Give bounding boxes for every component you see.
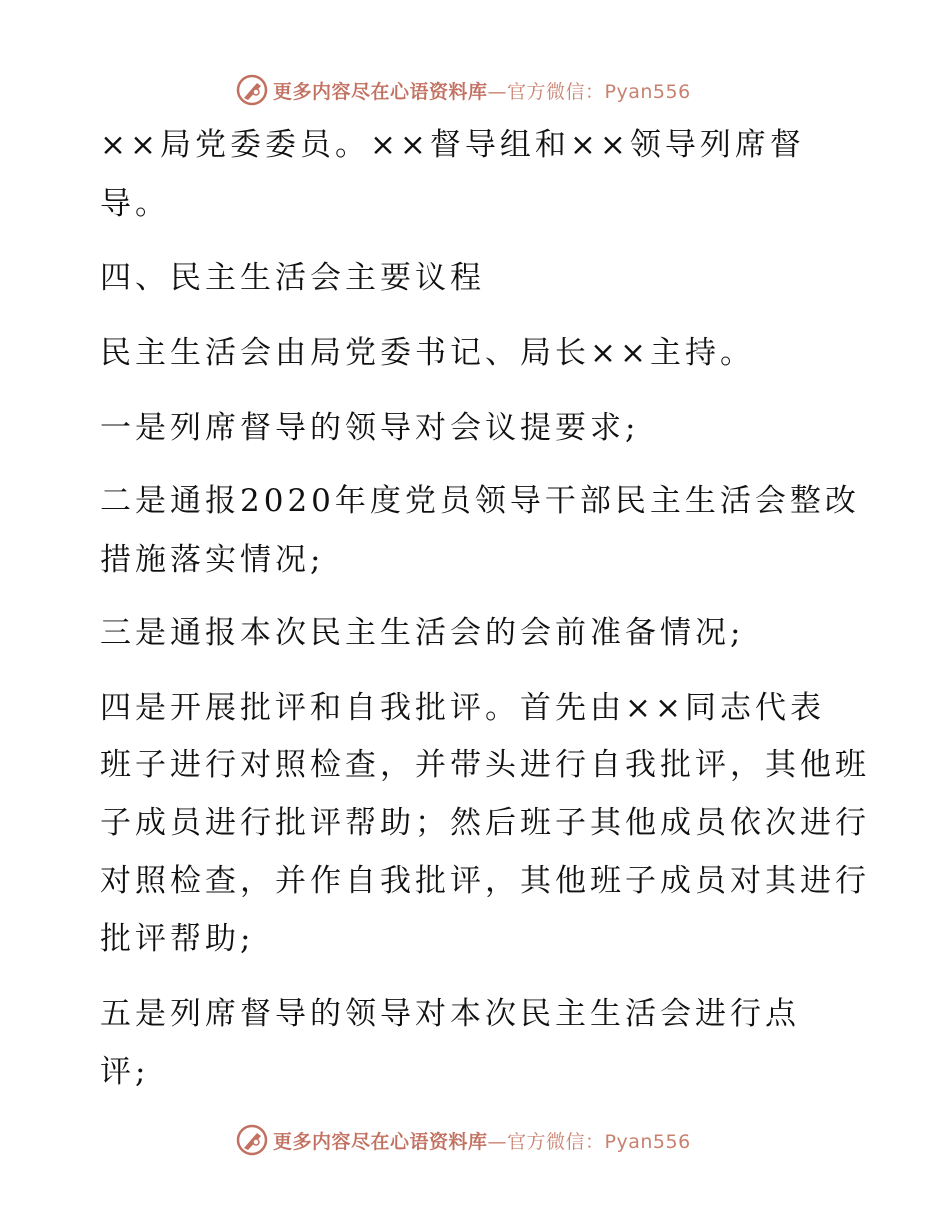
text-line: 评;: [100, 1054, 150, 1090]
text-line: 民主生活会由局党委书记、局长××主持。: [100, 335, 755, 371]
text-line: 四是开展批评和自我批评。首先由××同志代表: [100, 690, 825, 726]
text-line: 五是列席督导的领导对本次民主生活会进行点: [100, 996, 800, 1032]
pen-logo-icon: [235, 73, 269, 107]
watermark-main: 更多内容尽在心语资料库: [273, 80, 488, 103]
text-line: 对照检查，并作自我批评，其他班子成员对其进行: [100, 863, 870, 899]
pen-logo-icon: [235, 1123, 269, 1157]
text-line: 二是通报2020年度党员领导干部民主生活会整改: [100, 483, 860, 519]
text-line: 导。: [100, 186, 170, 222]
watermark-text: [273, 1127, 691, 1154]
watermark-main: 更多内容尽在心语资料库: [273, 1130, 488, 1153]
watermark-suffix: 官方微信：Pyan556: [507, 80, 691, 103]
watermark-dash: —: [487, 80, 508, 103]
text-line: 批评帮助;: [100, 921, 255, 957]
watermark-suffix: 官方微信：Pyan556: [507, 1130, 691, 1153]
text-line: 子成员进行批评帮助；然后班子其他成员依次进行: [100, 805, 870, 841]
watermark-header: [235, 72, 691, 108]
watermark-dash: —: [487, 1130, 508, 1153]
text-line: 一是列席督导的领导对会议提要求;: [100, 410, 640, 446]
watermark-footer: [235, 1122, 691, 1158]
watermark-text: [273, 77, 691, 104]
text-line: 措施落实情况;: [100, 542, 325, 578]
section-heading: 四、民主生活会主要议程: [100, 260, 485, 296]
text-line: 班子进行对照检查，并带头进行自我批评，其他班: [100, 747, 870, 783]
text-line: ××局党委委员。××督导组和××领导列席督: [100, 127, 805, 163]
text-line: 三是通报本次民主生活会的会前准备情况;: [100, 615, 745, 651]
